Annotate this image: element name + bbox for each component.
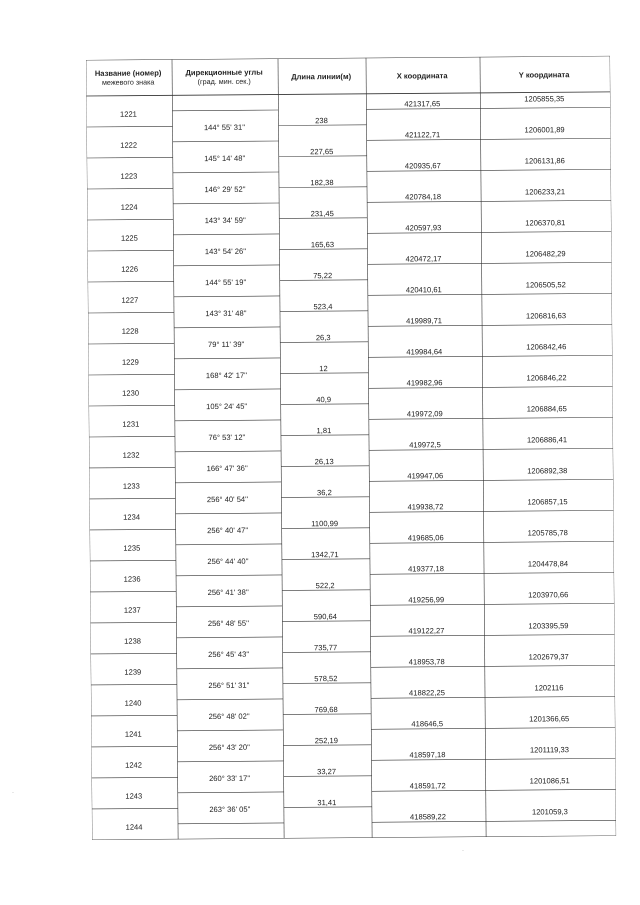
- header-y: Y координата: [518, 69, 570, 80]
- grid-line: [88, 343, 174, 344]
- y-coordinate: 1203395,59: [528, 621, 569, 631]
- line-length: 31,41: [317, 798, 337, 808]
- y-coordinate: 1204478,84: [527, 559, 569, 569]
- point-name: 1226: [121, 264, 139, 274]
- direction-angle: 146° 29' 52'': [204, 184, 246, 194]
- grid-line: [89, 467, 175, 468]
- scan-mark: ·: [462, 848, 464, 854]
- x-coordinate: 418597,18: [409, 750, 446, 760]
- x-coordinate: 418589,22: [409, 812, 446, 822]
- grid-line: [175, 420, 281, 421]
- direction-angle: 76° 53' 12'': [208, 432, 246, 442]
- direction-angle: 166° 47' 36'': [206, 463, 248, 473]
- header-x: X координата: [396, 70, 448, 81]
- line-length: 33,27: [317, 767, 337, 777]
- line-length: 522,2: [315, 581, 335, 591]
- grid-line: [178, 761, 284, 762]
- x-coordinate: 419122,27: [408, 626, 445, 636]
- point-name: 1236: [123, 574, 141, 584]
- direction-angle: 143° 31' 48'': [205, 308, 247, 318]
- x-coordinate: 418822,25: [408, 688, 445, 698]
- line-length: 769,68: [314, 705, 338, 715]
- y-coordinate: 1206816,63: [525, 311, 567, 321]
- grid-line: [278, 58, 284, 838]
- y-coordinate: 1206370,81: [525, 218, 566, 228]
- direction-angle: 144° 55' 19'': [205, 277, 247, 287]
- grid-line: [92, 836, 616, 840]
- direction-angle: 105° 24' 45'': [206, 401, 248, 411]
- line-length: 735,77: [313, 643, 338, 653]
- point-name: 1231: [122, 419, 140, 429]
- grid-line: [175, 389, 281, 390]
- direction-angle: 263° 36' 05'': [209, 804, 251, 814]
- point-name: 1224: [120, 202, 138, 212]
- y-coordinate: 1201119,33: [529, 745, 569, 755]
- grid-line: [91, 715, 177, 716]
- point-name: 1223: [120, 171, 138, 181]
- x-coordinate: 420935,67: [404, 161, 441, 171]
- grid-line: [172, 110, 278, 111]
- y-coordinate: 1202679,37: [528, 652, 569, 662]
- grid-line: [90, 591, 176, 592]
- grid-line: [173, 203, 279, 204]
- direction-angle: 256° 44' 40'': [207, 556, 249, 566]
- line-length: 165,63: [310, 240, 335, 250]
- grid-line: [87, 157, 173, 158]
- grid-line: [87, 219, 173, 220]
- grid-line: [177, 668, 283, 669]
- grid-line: [91, 684, 177, 685]
- grid-line: [91, 746, 177, 747]
- direction-angle: 256° 41' 38'': [207, 587, 249, 597]
- line-length: 1342,71: [311, 550, 339, 560]
- line-length: 578,52: [314, 674, 338, 684]
- x-coordinate: 419989,71: [406, 316, 443, 326]
- grid-line: [177, 730, 283, 731]
- direction-angle: 256° 40' 47'': [207, 525, 249, 535]
- point-name: 1237: [123, 605, 141, 615]
- point-name: 1221: [119, 109, 137, 119]
- grid-line: [178, 823, 284, 824]
- direction-angle: 256° 40' 54'': [206, 494, 249, 504]
- grid-line: [173, 141, 279, 142]
- grid-line: [177, 699, 283, 700]
- direction-angle: 256° 51' 31'': [208, 680, 250, 690]
- point-name: 1242: [125, 760, 143, 770]
- x-coordinate: 420410,61: [405, 285, 442, 295]
- direction-angle: 256° 45' 43'': [208, 649, 250, 659]
- line-length: 26,13: [314, 457, 334, 467]
- line-length: 75,22: [313, 271, 333, 281]
- line-length: 40,9: [316, 395, 332, 405]
- x-coordinate: 419984,64: [406, 347, 443, 357]
- y-coordinate: 1201086,51: [529, 776, 570, 786]
- line-length: 26,3: [315, 333, 331, 343]
- y-coordinate: 1202116: [534, 683, 564, 693]
- direction-angle: 143° 34' 59'': [204, 215, 246, 225]
- x-coordinate: 418591,72: [409, 781, 446, 791]
- direction-angle: 260° 33' 17'': [209, 773, 251, 783]
- point-name: 1234: [123, 512, 141, 522]
- point-name: 1239: [124, 667, 142, 677]
- direction-angle: 256° 48' 55'': [207, 618, 250, 628]
- grid-line: [174, 265, 280, 266]
- x-coordinate: 419685,06: [407, 533, 444, 543]
- direction-angle: 145° 14' 48'': [204, 153, 246, 163]
- line-length: 182,38: [310, 178, 334, 188]
- y-coordinate: 1206001,89: [524, 125, 565, 135]
- grid-line: [88, 374, 174, 375]
- direction-angle: 168° 42' 17'': [205, 370, 248, 380]
- grid-line: [173, 234, 279, 235]
- point-name: 1228: [121, 326, 139, 336]
- x-coordinate: 419982,96: [406, 378, 443, 388]
- y-coordinate: 1205855,35: [524, 94, 565, 104]
- point-name: 1235: [123, 543, 141, 553]
- direction-angle: 144° 55' 31'': [203, 122, 246, 132]
- grid-line: [174, 327, 280, 328]
- grid-line: [87, 188, 173, 189]
- y-coordinate: 1205785,78: [527, 528, 568, 538]
- grid-line: [89, 436, 175, 437]
- grid-line: [87, 126, 173, 127]
- grid-line: [174, 358, 280, 359]
- y-coordinate: 1206886,41: [526, 435, 568, 445]
- line-length: 231,45: [310, 209, 334, 219]
- direction-angle: 143° 54' 26'': [204, 246, 247, 256]
- y-coordinate: 1206233,21: [524, 187, 566, 197]
- x-coordinate: 419938,72: [407, 502, 444, 512]
- point-name: 1238: [124, 636, 142, 646]
- x-coordinate: 421317,65: [404, 99, 441, 109]
- x-coordinate: 419256,99: [408, 595, 445, 605]
- grid-line: [175, 451, 281, 452]
- grid-line: [176, 575, 282, 576]
- direction-angle: 256° 43' 20'': [208, 742, 251, 752]
- line-length: 590,64: [313, 612, 338, 622]
- grid-line: [92, 777, 178, 778]
- header-length: Длина линии(м): [291, 71, 352, 81]
- y-coordinate: 1203970,66: [528, 590, 569, 600]
- x-coordinate: 420472,17: [405, 254, 442, 264]
- line-length: 523,4: [313, 302, 333, 312]
- x-coordinate: 418646,5: [411, 719, 444, 729]
- header-angle: Дирекционные углы (град. мин. сек.): [185, 67, 263, 87]
- x-coordinate: 419947,06: [407, 471, 444, 481]
- grid-line: [89, 498, 175, 499]
- line-length: 252,19: [314, 736, 338, 746]
- line-length: 1100,99: [311, 519, 339, 529]
- point-name: 1241: [124, 729, 142, 739]
- scan-mark: ·: [12, 790, 14, 796]
- x-coordinate: 418953,78: [408, 657, 445, 667]
- point-name: 1233: [122, 481, 140, 491]
- line-length: 1,81: [316, 426, 332, 436]
- grid-line: [176, 544, 282, 545]
- grid-line: [172, 59, 178, 839]
- grid-line: [91, 653, 177, 654]
- line-length: 36,2: [316, 488, 332, 498]
- grid-line: [88, 312, 174, 313]
- x-coordinate: 420597,93: [405, 223, 442, 233]
- direction-angle: 256° 48' 02'': [208, 711, 250, 721]
- point-name: 1230: [122, 388, 140, 398]
- point-name: 1244: [125, 822, 143, 832]
- point-name: 1232: [122, 450, 140, 460]
- line-length: 227,65: [310, 147, 334, 157]
- line-length: 12: [319, 364, 328, 374]
- point-name: 1225: [120, 233, 138, 243]
- line-length: 238: [315, 116, 328, 126]
- x-coordinate: 419972,09: [406, 409, 443, 419]
- point-name: 1227: [121, 295, 139, 305]
- grid-line: [88, 250, 174, 251]
- grid-line: [88, 281, 174, 282]
- point-name: 1229: [121, 357, 139, 367]
- y-coordinate: 1206846,22: [526, 373, 567, 383]
- point-name: 1243: [125, 791, 143, 801]
- grid-line: [90, 622, 176, 623]
- y-coordinate: 1206884,65: [526, 404, 567, 414]
- direction-angle: 79° 11' 39'': [207, 339, 245, 349]
- grid-line: [92, 808, 178, 809]
- header-name: Название (номер) межевого знака: [94, 68, 162, 87]
- y-coordinate: 1206857,15: [527, 497, 568, 507]
- x-coordinate: 421122,71: [404, 130, 441, 140]
- grid-line: [175, 482, 281, 483]
- grid-line: [173, 172, 279, 173]
- grid-line: [176, 513, 282, 514]
- grid-line: [90, 529, 176, 530]
- grid-line: [174, 296, 280, 297]
- y-coordinate: 1206482,29: [525, 249, 566, 259]
- x-coordinate: 420784,18: [405, 192, 442, 202]
- point-name: 1240: [124, 698, 142, 708]
- x-coordinate: 419377,18: [408, 564, 444, 574]
- grid-line: [176, 606, 282, 607]
- y-coordinate: 1206842,46: [526, 342, 567, 352]
- y-coordinate: 1201059,3: [531, 807, 568, 817]
- grid-line: [89, 405, 175, 406]
- boundary-coordinates-table: [86, 56, 616, 840]
- grid-line: [177, 637, 283, 638]
- y-coordinate: 1206131,86: [524, 156, 565, 166]
- y-coordinate: 1206505,52: [525, 280, 566, 290]
- y-coordinate: 1206892,38: [527, 466, 568, 476]
- grid-line: [178, 792, 284, 793]
- x-coordinate: 419972,5: [409, 440, 441, 450]
- grid-line: [90, 560, 176, 561]
- y-coordinate: 1201366,65: [529, 714, 570, 724]
- point-name: 1222: [120, 140, 138, 150]
